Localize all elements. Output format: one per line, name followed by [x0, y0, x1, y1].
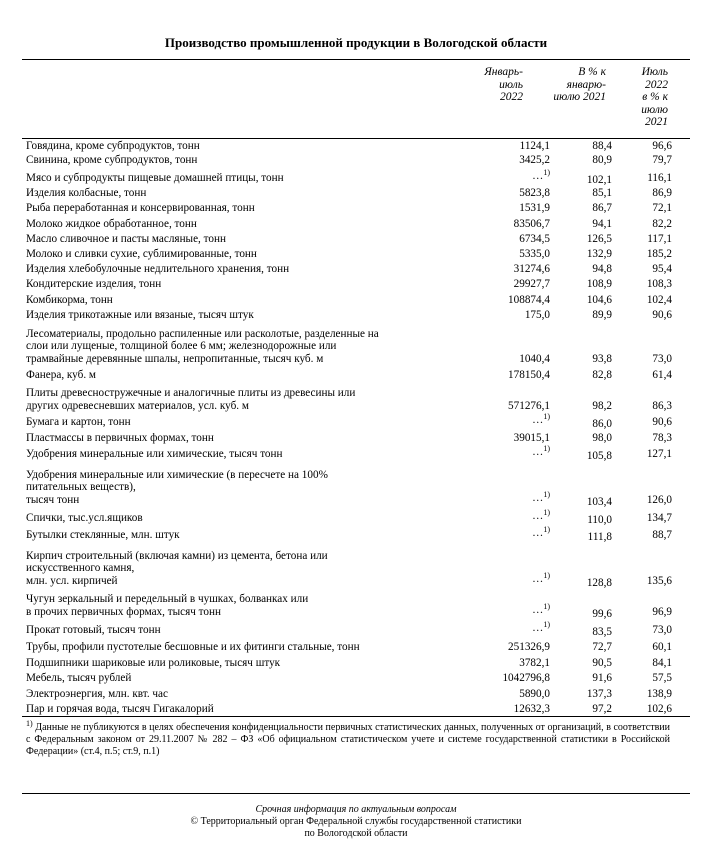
value-jan-jul-2022 — [508, 641, 550, 654]
row-name — [26, 309, 446, 322]
header-col2 — [553, 66, 606, 104]
value-pct-jan-jul-2021: 110,0 — [587, 513, 612, 526]
table-row — [26, 263, 670, 276]
footnote-ref: 1) — [543, 507, 550, 517]
value-jan-jul-2022 — [508, 294, 550, 307]
value-pct-jul-2021: 61,4 — [652, 368, 672, 381]
value-text: … — [532, 169, 544, 182]
value-pct-jul-2021: 134,7 — [646, 511, 672, 524]
header-col1-line: 2022 — [500, 91, 523, 103]
value-pct-jan-jul-2021: 86,0 — [592, 417, 612, 430]
footnote-ref: 1) — [543, 167, 550, 177]
row-name — [26, 328, 446, 366]
value-jan-jul-2022 — [532, 411, 550, 427]
header-col2-line: июлю 2021 — [553, 91, 606, 103]
header-col3-line: июлю — [641, 103, 668, 116]
table-row — [26, 202, 670, 215]
row-name — [26, 550, 446, 588]
row-name — [26, 233, 446, 246]
row-name-line: Изделия трикотажные или вязаные, тысяч штук — [26, 308, 254, 321]
value-pct-jan-jul-2021: 103,4 — [586, 495, 612, 508]
row-name — [26, 140, 446, 153]
row-name — [26, 369, 446, 382]
bottom-block — [0, 804, 712, 840]
table-row — [26, 641, 670, 654]
page-title: Производство промышленной продукции в Вологодской области — [164, 35, 548, 50]
value-pct-jan-jul-2021: 90,5 — [592, 656, 612, 669]
header-col3 — [641, 66, 668, 129]
table-row — [26, 550, 670, 588]
value-pct-jul-2021: 73,0 — [652, 352, 672, 365]
footnote — [26, 719, 671, 758]
value-jan-jul-2022 — [519, 202, 550, 215]
row-name-line: слои или лущеные, толщиной более 6 мм; железнодорожные или — [26, 340, 337, 352]
value-text: 31274,6 — [513, 262, 550, 275]
header-col2-line: В % к — [578, 66, 606, 78]
value-pct-jan-jul-2021: 105,8 — [586, 449, 612, 462]
value-jan-jul-2022 — [508, 369, 550, 382]
bottom-line-1: Срочная информация по актуальным вопросам — [255, 804, 457, 815]
value-text: … — [532, 603, 544, 616]
row-name-line: Плиты древесностружечные и аналогичные плиты из древесины или — [26, 387, 356, 399]
value-pct-jul-2021: 88,7 — [652, 528, 672, 541]
table-row — [26, 154, 670, 167]
value-pct-jul-2021: 86,9 — [652, 186, 672, 199]
value-pct-jan-jul-2021: 128,8 — [586, 576, 612, 589]
row-name-line: млн. усл. кирпичей — [26, 574, 118, 587]
value-pct-jan-jul-2021: 94,8 — [592, 262, 612, 275]
row-name — [26, 387, 446, 412]
row-name — [26, 703, 446, 716]
table-row — [26, 248, 670, 261]
value-text: 3782,1 — [519, 656, 550, 669]
row-name-line: искусственного камня, — [26, 562, 135, 574]
row-name-line: тысяч тонн — [26, 493, 80, 506]
value-jan-jul-2022 — [532, 489, 550, 505]
value-pct-jul-2021: 108,3 — [646, 277, 672, 290]
table-row — [26, 688, 670, 701]
row-name — [26, 641, 446, 654]
row-name-line: Чугун зеркальный и передельный в чушках, болванках или — [26, 593, 309, 605]
value-pct-jan-jul-2021: 111,8 — [587, 530, 612, 543]
value-text: 571276,1 — [508, 399, 550, 412]
value-pct-jan-jul-2021: 126,5 — [586, 232, 612, 245]
row-name — [26, 416, 446, 429]
row-name — [26, 448, 446, 461]
value-jan-jul-2022 — [532, 167, 550, 183]
value-pct-jan-jul-2021: 98,0 — [592, 431, 612, 444]
value-text: 1040,4 — [519, 352, 550, 365]
value-pct-jan-jul-2021: 85,1 — [592, 186, 612, 199]
footnote-ref: 1) — [543, 619, 550, 629]
value-pct-jul-2021: 96,9 — [652, 605, 672, 618]
value-jan-jul-2022 — [525, 309, 550, 322]
row-name — [26, 469, 446, 507]
value-pct-jul-2021: 95,4 — [652, 262, 672, 275]
row-name — [26, 432, 446, 445]
row-name — [26, 657, 446, 670]
footnote-ref: 1) — [543, 601, 550, 611]
table-row — [26, 294, 670, 307]
row-name-line: Говядина, кроме субпродуктов, тонн — [26, 139, 200, 152]
value-text: 178150,4 — [508, 368, 550, 381]
row-name-line: Изделия хлебобулочные недлительного хранения, тонн — [26, 262, 290, 275]
value-text: 1124,1 — [519, 139, 550, 152]
value-text: 6734,5 — [519, 232, 550, 245]
table-row — [26, 140, 670, 153]
value-pct-jul-2021: 72,1 — [652, 201, 672, 214]
value-pct-jul-2021: 135,6 — [646, 574, 672, 587]
value-text: … — [532, 509, 544, 522]
value-pct-jan-jul-2021: 99,6 — [592, 607, 612, 620]
table-row — [26, 672, 670, 685]
value-pct-jul-2021: 102,6 — [646, 702, 672, 715]
table-row — [26, 387, 670, 412]
row-name — [26, 218, 446, 231]
value-pct-jul-2021: 185,2 — [646, 247, 672, 260]
footnote-ref: 1) — [543, 411, 550, 421]
table-row — [26, 443, 672, 462]
value-jan-jul-2022 — [532, 507, 550, 523]
footnote-ref: 1) — [543, 489, 550, 499]
table-row — [26, 411, 672, 430]
value-pct-jan-jul-2021: 80,9 — [592, 153, 612, 166]
value-text: … — [532, 413, 544, 426]
table-row — [26, 309, 670, 322]
row-name-line: Свинина, кроме субпродуктов, тонн — [26, 153, 198, 166]
row-name-line: Электроэнергия, млн. квт. час — [26, 687, 168, 700]
value-pct-jan-jul-2021: 98,2 — [592, 399, 612, 412]
top-rule — [22, 59, 690, 60]
table-row — [26, 703, 670, 716]
row-name-line: Подшипники шариковые или роликовые, тысяч штук — [26, 656, 281, 669]
value-jan-jul-2022 — [514, 263, 550, 276]
value-jan-jul-2022 — [532, 443, 550, 459]
row-name — [26, 512, 446, 525]
value-pct-jan-jul-2021: 102,1 — [586, 173, 612, 186]
value-pct-jul-2021: 90,6 — [652, 308, 672, 321]
row-name-line: Рыба переработанная и консервированная, тонн — [26, 201, 255, 214]
value-pct-jul-2021: 73,0 — [652, 623, 672, 636]
row-name-line: Комбикорма, тонн — [26, 293, 113, 306]
value-jan-jul-2022 — [532, 601, 550, 617]
value-jan-jul-2022 — [519, 154, 550, 167]
value-text: … — [532, 491, 544, 504]
table-row — [26, 593, 670, 618]
value-pct-jul-2021: 84,1 — [652, 656, 672, 669]
value-pct-jul-2021: 116,1 — [647, 171, 672, 184]
value-pct-jul-2021: 138,9 — [646, 687, 672, 700]
value-text: 251326,9 — [508, 640, 550, 653]
table-row — [26, 233, 670, 246]
table-row — [26, 469, 670, 507]
value-text: 5335,0 — [519, 247, 550, 260]
value-jan-jul-2022 — [532, 619, 550, 635]
row-name-line: Кондитерские изделия, тонн — [26, 277, 162, 290]
footnote-ref: 1) — [543, 524, 550, 534]
value-text: 29927,7 — [513, 277, 550, 290]
header-col3-line: 2021 — [645, 116, 668, 128]
value-pct-jul-2021: 117,1 — [647, 232, 672, 245]
value-jan-jul-2022 — [532, 570, 550, 586]
value-text: … — [532, 572, 544, 585]
row-name — [26, 529, 446, 542]
value-jan-jul-2022 — [519, 657, 550, 670]
table-row — [26, 167, 672, 186]
value-pct-jan-jul-2021: 82,8 — [592, 368, 612, 381]
value-pct-jan-jul-2021: 91,6 — [592, 671, 612, 684]
table-row — [26, 657, 670, 670]
table-row — [26, 218, 670, 231]
value-text: 5890,0 — [519, 687, 550, 700]
row-name-line: Пар и горячая вода, тысяч Гигакалорий — [26, 702, 214, 715]
row-name-line: Мебель, тысяч рублей — [26, 671, 132, 684]
value-pct-jul-2021: 57,5 — [652, 671, 672, 684]
value-text: 1042796,8 — [502, 671, 550, 684]
value-jan-jul-2022 — [519, 233, 550, 246]
row-name-line: Масло сливочное и пасты масляные, тонн — [26, 232, 226, 245]
value-pct-jan-jul-2021: 94,1 — [592, 217, 612, 230]
bottom-line-2: © Территориальный орган Федеральной службы государственной статистики — [190, 816, 522, 827]
row-name-line: Лесоматериалы, продольно распиленные или расколотые, разделенные на — [26, 327, 379, 340]
value-text: 5823,8 — [519, 186, 550, 199]
row-name-line: Молоко и сливки сухие, сублимированные, тонн — [26, 247, 257, 260]
value-jan-jul-2022 — [519, 353, 550, 366]
row-name-line: трамвайные деревянные шпалы, непропитанные, тысяч куб. м — [26, 352, 324, 365]
value-pct-jul-2021: 102,4 — [646, 293, 672, 306]
header-col3-line: 2022 — [645, 78, 668, 91]
value-pct-jul-2021: 126,0 — [646, 493, 672, 506]
row-name-line: других одревесневших материалов, усл. куб. м — [26, 399, 249, 412]
header-col3-line: Июль — [641, 66, 668, 78]
table-row — [26, 619, 672, 638]
value-text: 108874,4 — [508, 293, 550, 306]
footnote-text: Данные не публикуются в целях обеспечения конфиденциальности первичных статистических данных, полученных от организаций, в соответствии с Федеральным законом от 29.11.2007 № 282 – ФЗ «Об официальном статистическом учете и системе государственной статистики в Российской Федерации» (ст.4, п.5; ст.9, п.1) — [26, 722, 671, 757]
table-row — [26, 507, 672, 526]
row-name-line: в прочих первичных формах, тысяч тонн — [26, 605, 221, 618]
value-pct-jan-jul-2021: 137,3 — [586, 687, 612, 700]
header-col2-line: январю- — [566, 78, 606, 91]
value-jan-jul-2022 — [532, 524, 550, 540]
table-row — [26, 369, 670, 382]
value-jan-jul-2022 — [520, 140, 550, 153]
value-pct-jul-2021: 86,3 — [652, 399, 672, 412]
table-row — [26, 187, 670, 200]
value-text: 175,0 — [524, 308, 550, 321]
row-name — [26, 688, 446, 701]
table-row — [26, 328, 670, 366]
value-text: 39015,1 — [513, 431, 550, 444]
value-text: … — [532, 621, 544, 634]
value-text: … — [532, 445, 544, 458]
table-bottom-rule — [22, 716, 690, 717]
row-name-line: питательных веществ), — [26, 481, 136, 493]
value-pct-jul-2021: 60,1 — [652, 640, 672, 653]
value-text: 3425,2 — [519, 153, 550, 166]
row-name — [26, 172, 446, 185]
row-name-line: Спички, тыс.усл.ящиков — [26, 511, 143, 524]
value-jan-jul-2022 — [519, 187, 550, 200]
row-name-line: Бумага и картон, тонн — [26, 415, 131, 428]
value-pct-jul-2021: 127,1 — [646, 447, 672, 460]
row-name-line: Пластмассы в первичных формах, тонн — [26, 431, 214, 444]
row-name — [26, 248, 446, 261]
value-pct-jul-2021: 79,7 — [652, 153, 672, 166]
row-name-line: Прокат готовый, тысяч тонн — [26, 623, 161, 636]
value-text: 83506,7 — [513, 217, 550, 230]
header-col1 — [484, 66, 523, 104]
value-pct-jan-jul-2021: 132,9 — [586, 247, 612, 260]
value-jan-jul-2022 — [502, 672, 550, 685]
value-jan-jul-2022 — [514, 278, 550, 291]
row-name — [26, 154, 446, 167]
row-name — [26, 263, 446, 276]
bottom-line-3: по Вологодской области — [304, 828, 408, 839]
value-pct-jan-jul-2021: 86,7 — [592, 201, 612, 214]
row-name — [26, 672, 446, 685]
table-row — [26, 524, 672, 543]
value-jan-jul-2022 — [508, 400, 550, 413]
footnote-mark: 1) — [26, 719, 33, 728]
row-name — [26, 187, 446, 200]
value-text: 12632,3 — [513, 702, 550, 715]
row-name — [26, 294, 446, 307]
row-name-line: Изделия колбасные, тонн — [26, 186, 147, 199]
row-name — [26, 624, 446, 637]
table-row — [26, 278, 670, 291]
value-pct-jul-2021: 90,6 — [652, 415, 672, 428]
value-pct-jul-2021: 96,6 — [652, 139, 672, 152]
row-name-line: Бутылки стеклянные, млн. штук — [26, 528, 180, 541]
value-pct-jan-jul-2021: 108,9 — [586, 277, 612, 290]
footnote-ref: 1) — [543, 443, 550, 453]
header-col3-line: в % к — [642, 91, 668, 103]
value-text: … — [532, 526, 544, 539]
value-pct-jan-jul-2021: 72,7 — [592, 640, 612, 653]
value-pct-jan-jul-2021: 93,8 — [592, 352, 612, 365]
value-pct-jan-jul-2021: 83,5 — [592, 625, 612, 638]
row-name-line: Мясо и субпродукты пищевые домашней птицы, тонн — [26, 171, 284, 184]
row-name — [26, 593, 446, 618]
value-jan-jul-2022 — [514, 703, 550, 716]
value-pct-jan-jul-2021: 89,9 — [592, 308, 612, 321]
value-jan-jul-2022 — [514, 432, 550, 445]
value-pct-jan-jul-2021: 88,4 — [592, 139, 612, 152]
row-name — [26, 278, 446, 291]
row-name — [26, 202, 446, 215]
value-pct-jul-2021: 82,2 — [652, 217, 672, 230]
value-pct-jul-2021: 78,3 — [652, 431, 672, 444]
footnote-ref: 1) — [543, 570, 550, 580]
row-name-line: Молоко жидкое обработанное, тонн — [26, 217, 197, 230]
row-name-line: Кирпич строительный (включая камни) из цемента, бетона или — [26, 549, 328, 562]
header-col1-line: июль — [499, 78, 523, 91]
value-jan-jul-2022 — [514, 218, 550, 231]
row-name-line: Удобрения минеральные или химические, тысяч тонн — [26, 447, 283, 460]
value-pct-jan-jul-2021: 104,6 — [586, 293, 612, 306]
table-row — [26, 432, 670, 445]
row-name-line: Удобрения минеральные или химические (в пересчете на 100% — [26, 468, 328, 481]
value-jan-jul-2022 — [519, 248, 550, 261]
row-name-line: Трубы, профили пустотелые бесшовные и их фитинги стальные, тонн — [26, 640, 360, 653]
bottom-rule — [22, 793, 690, 794]
value-text: 1531,9 — [519, 201, 550, 214]
row-name-line: Фанера, куб. м — [26, 368, 96, 381]
value-pct-jan-jul-2021: 97,2 — [592, 702, 612, 715]
value-jan-jul-2022 — [519, 688, 550, 701]
header-col1-line: Январь- — [484, 66, 523, 78]
